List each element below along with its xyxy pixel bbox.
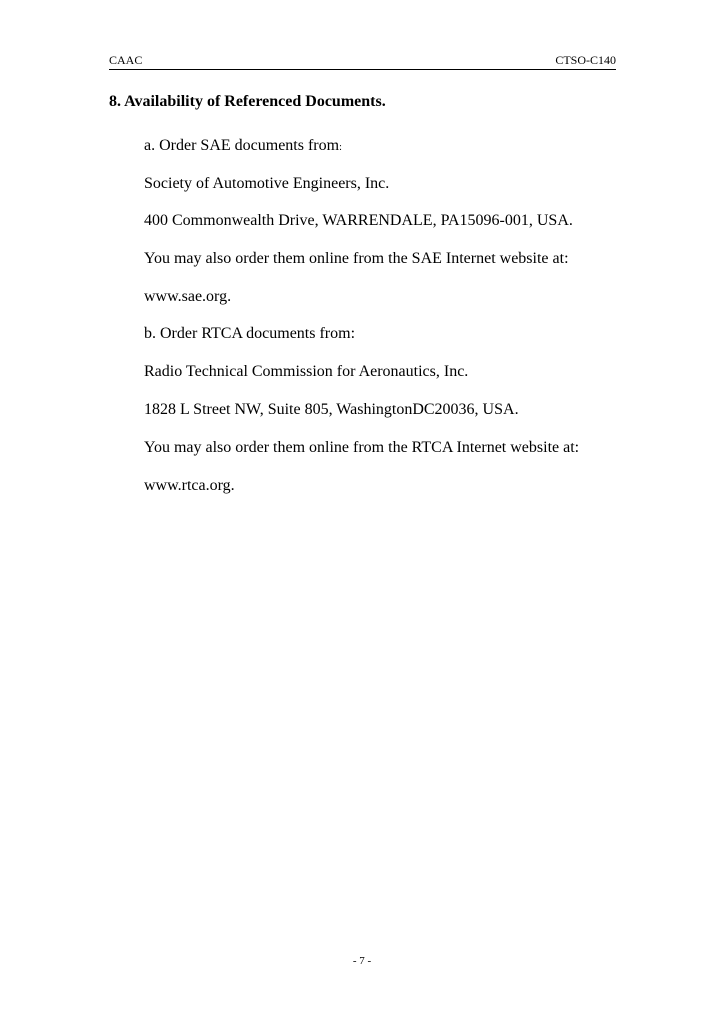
sae-website: www.sae.org. — [144, 288, 232, 305]
sae-order-intro-text: a. Order SAE documents from — [144, 137, 340, 154]
rtca-order-intro: b. Order RTCA documents from: — [144, 325, 356, 342]
page-number: - 7 - — [352, 955, 372, 967]
header-organization: CAAC — [109, 53, 143, 67]
rtca-organization-name: Radio Technical Commission for Aeronautics, Inc. — [144, 363, 469, 380]
sae-address: 400 Commonwealth Drive, WARRENDALE, PA15096-001, USA. — [144, 212, 573, 229]
header-document-id: CTSO-C140 — [555, 53, 616, 67]
page-header — [109, 52, 616, 70]
section-title: 8. Availability of Referenced Documents. — [109, 93, 386, 110]
rtca-address: 1828 L Street NW, Suite 805, WashingtonDC20036, USA. — [144, 401, 519, 418]
rtca-website: www.rtca.org. — [144, 477, 235, 494]
sae-order-intro — [144, 137, 342, 155]
rtca-online-note: You may also order them online from the RTCA Internet website at: — [144, 439, 580, 456]
sae-order-intro-colon: : — [339, 142, 342, 153]
sae-online-note: You may also order them online from the SAE Internet website at: — [144, 250, 569, 267]
sae-organization-name: Society of Automotive Engineers, Inc. — [144, 175, 390, 192]
